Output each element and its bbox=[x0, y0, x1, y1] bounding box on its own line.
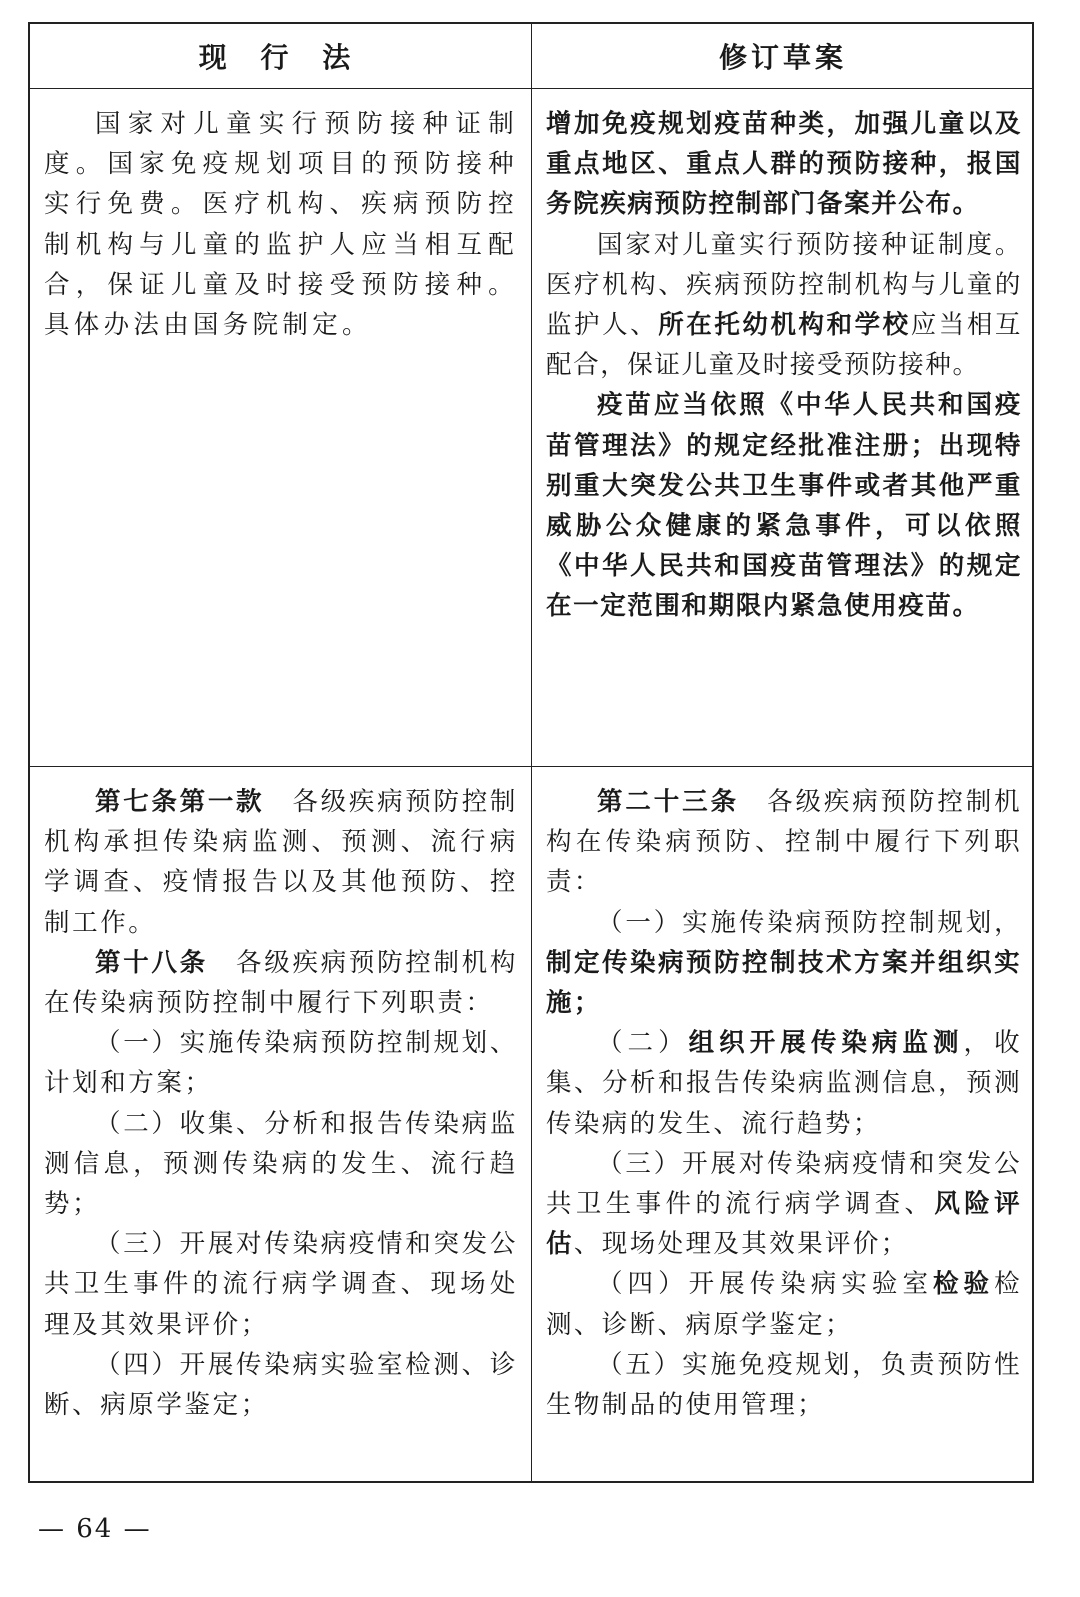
article-23-title: 第二十三条 bbox=[597, 787, 739, 817]
header-current-law: 现 行 法 bbox=[198, 41, 363, 74]
right-item-4 bbox=[546, 1264, 1022, 1344]
article-7-text: 各级疾病预防控制机构承担传染病监测、预测、流行病学调查、疫情报告以及其他预防、控制工作。 bbox=[44, 787, 518, 938]
text-segment: ，收集、分析和报告传染病监测信息，预测传染病的发生、流行趋势； bbox=[546, 1028, 1022, 1139]
row1-right-paragraph-3: 疫苗应当依照《中华人民共和国疫苗管理法》的规定经批准注册；出现特别重大突发公共卫生事件或者其他严重威胁公众健康的紧急事件，可以依照《中华人民共和国疫苗管理法》的规定在一定范围和期限内紧急使用疫苗。 bbox=[546, 390, 1022, 622]
row1-left-paragraph: 国家对儿童实行预防接种证制度。国家免疫规划项目的预防接种实行免费。医疗机构、疾病预防控制机构与儿童的监护人应当相互配合，保证儿童及时接受预防接种。具体办法由国务院制定。 bbox=[44, 109, 518, 341]
row-divider bbox=[30, 766, 1032, 767]
left-item-4: （四）开展传染病实验室检测、诊断、病原学鉴定； bbox=[44, 1349, 518, 1421]
text-segment: 、现场处理及其效果评价； bbox=[573, 1229, 909, 1260]
text-segment: （二） bbox=[597, 1028, 689, 1059]
text-segment: 检测、诊断、病原学鉴定； bbox=[546, 1269, 1022, 1340]
header-revised-draft: 修订草案 bbox=[718, 41, 847, 74]
bold-segment: 风险评估 bbox=[546, 1189, 1023, 1260]
text-segment: 应当相互配合，保证儿童及时接受预防接种。 bbox=[546, 310, 1022, 381]
text-segment: （三）开展对传染病疫情和突发公共卫生事件的流行病学调查、 bbox=[546, 1148, 1022, 1220]
article-7-paragraph bbox=[44, 782, 518, 943]
article-18-paragraph bbox=[44, 943, 518, 1023]
bold-segment: 制定传染病预防控制技术方案并组织实施； bbox=[546, 947, 1022, 1019]
text-segment: （四）开展传染病实验室 bbox=[597, 1269, 933, 1300]
right-item-2 bbox=[546, 1023, 1022, 1144]
article-18-title: 第十八条 bbox=[95, 947, 208, 978]
column-divider bbox=[531, 24, 532, 1481]
text-segment: 国家对儿童实行预防接种证制度。医疗机构、疾病预防控制机构与儿童的监护人、 bbox=[546, 229, 1022, 341]
article-23-text: 各级疾病预防控制机构在传染病预防、控制中履行下列职责： bbox=[546, 787, 1022, 898]
right-item-5: （五）实施免疫规划，负责预防性生物制品的使用管理； bbox=[546, 1349, 1022, 1421]
row1-current-law-cell bbox=[44, 104, 518, 345]
header-divider bbox=[30, 88, 1032, 89]
left-item-2: （二）收集、分析和报告传染病监测信息，预测传染病的发生、流行趋势； bbox=[44, 1108, 518, 1220]
row2-current-law-cell bbox=[44, 782, 518, 1425]
text-segment: （一）实施传染病预防控制规划， bbox=[597, 907, 1022, 938]
row1-right-paragraph-1: 增加免疫规划疫苗种类，加强儿童以及重点地区、重点人群的预防接种，报国务院疾病预防控制部门备案并公布。 bbox=[546, 109, 1022, 220]
article-18-text: 各级疾病预防控制机构在传染病预防控制中履行下列职责： bbox=[44, 947, 518, 1019]
left-item-1: （一）实施传染病预防控制规划、计划和方案； bbox=[44, 1028, 518, 1099]
row1-revised-draft-cell bbox=[546, 104, 1022, 627]
bold-segment: 组织开展传染病监测 bbox=[688, 1028, 964, 1059]
page-number: — 64 — bbox=[38, 1514, 152, 1544]
bold-segment: 检验 bbox=[933, 1269, 995, 1300]
left-item-3: （三）开展对传染病疫情和突发公共卫生事件的流行病学调查、现场处理及其效果评价； bbox=[44, 1229, 518, 1340]
bold-segment: 所在托幼机构和学校 bbox=[658, 310, 911, 341]
right-item-1 bbox=[546, 903, 1022, 1024]
right-item-3 bbox=[546, 1144, 1022, 1265]
row1-right-paragraph-2 bbox=[546, 225, 1022, 386]
row2-revised-draft-cell bbox=[546, 782, 1022, 1425]
comparison-table bbox=[28, 22, 1034, 1483]
article-7-title: 第七条第一款 bbox=[95, 787, 265, 817]
article-23-paragraph bbox=[546, 782, 1022, 903]
